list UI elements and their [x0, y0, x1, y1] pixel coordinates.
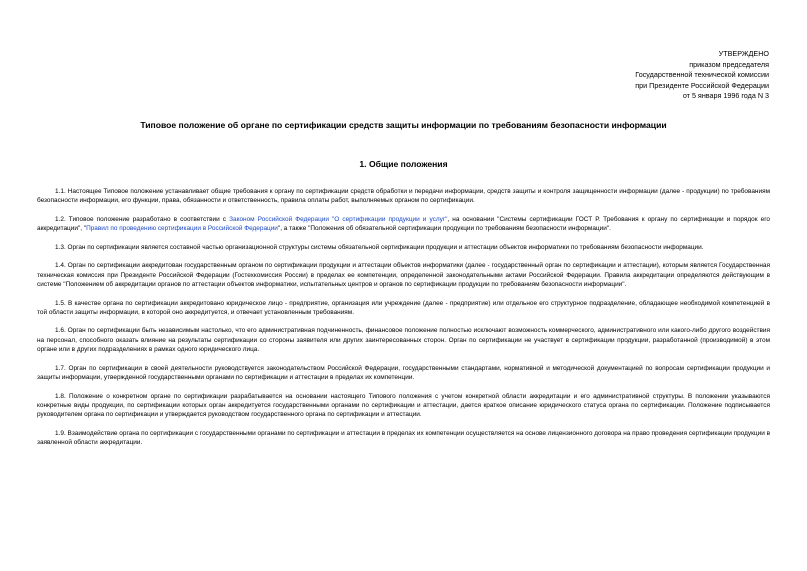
paragraph-1-1: 1.1. Настоящее Типовое положение устанавливает общие требования к органу по сертификации средств обработки и передачи информации, средств защиты и контроля защищенности информации (далее - продукции) по требованиям безопасности информации, его функции, права, обязанности и ответственность, правила оплаты работ, выполняемых органом по сертификации.	[37, 188, 770, 205]
section-heading: 1. Общие положения	[359, 159, 448, 169]
approval-heading: УТВЕРЖДЕНО	[718, 49, 769, 58]
paragraph-text: ", а также "Положения об обязательной сертификации продукции по требованиям безопасности информации".	[277, 225, 611, 233]
approval-line: приказом председателя	[689, 59, 769, 69]
paragraph-text: 1.2. Типовое положение разработано в соответствии с	[55, 215, 230, 223]
paragraph-1-4: 1.4. Орган по сертификации аккредитован государственным органом по сертификации продукции и аттестации объектов информатики (далее - государственный орган по сертификации и аттестации), которым является Государственная техническая комиссия при Президенте Российской Федерации (Гостехкомиссия России) в пределах ее компетенции, определенной законодательными актами Российской Федерации. Правила аккредитации определяются действующим в системе "Положением об аккредитации органов по аттестации объектов информатики, испытательных центров и органов по сертификации продукции по требованиям безопасности информации".	[37, 262, 770, 288]
paragraph-1-6: 1.6. Орган по сертификации быть независимым настолько, что его административная подчиненность, финансовое положение полностью исключают возможность коммерческого, административного или какого-либо другого воздействия на персонал, способного оказать влияние на результаты сертификации со стороны заявителя или других заинтересованных сторон. Орган по сертификации не участвует в сертификации продукции, разработанной (производимой) в этом органе или в других подразделениях в рамках одного юридического лица.	[37, 327, 770, 354]
certification-rules-link[interactable]: Правил по проведению сертификации в Российской Федерации	[86, 225, 278, 233]
paragraph-1-7: 1.7. Орган по сертификации в своей деятельности руководствуется законодательством Российской Федерации, государственными стандартами, нормативной и методической документацией по вопросам сертификации продукции и защиты информации, утвержденной государственными органами по сертификации и аттестации в пределах их компетенции.	[37, 364, 770, 381]
paragraph-1-8: 1.8. Положение о конкретном органе по сертификации разрабатывается на основании настоящего Типового положения с учетом конкретной области аккредитации и его административной структуры. В положении указываются конкретные виды продукции, по сертификации которых орган аккредитуется государственными органами по сертификации и аттестации, дается краткое описание юридического статуса органа по сертификации. Положение подписывается руководителем органа по сертификации и утверждается руководством государственного органа по сертификации и аттестации.	[37, 392, 770, 419]
document-body	[37, 187, 770, 457]
approval-block	[635, 49, 769, 102]
paragraph-1-2	[37, 215, 770, 234]
paragraph-text: , на основании "Системы сертификации ГОСТ Р. Требования к органу по сертификации и порядок его аккредитации", "	[37, 215, 771, 233]
paragraph-1-3: 1.3. Орган по сертификации является составной частью организационной структуры системы обязательной сертификации продукции и аттестации объектов информатики по требованиям безопасности информации.	[55, 243, 704, 251]
approval-line: Государственной технической комиссии	[635, 70, 769, 79]
approval-date-line: от 5 января 1996 года N 3	[682, 91, 769, 100]
paragraph-1-9: 1.9. Взаимодействие органа по сертификации с государственными органами по сертификации и аттестации в пределах их компетенции осуществляется на основе лицензионного договора на право проведения сертификации продукции в заявленной области аккредитации.	[37, 429, 770, 447]
law-certification-link[interactable]: Законом Российской Федерации "О сертификации продукции и услуг"	[229, 215, 448, 223]
paragraph-1-5: 1.5. В качестве органа по сертификации аккредитовано юридическое лицо - предприятие, организация или учреждение (далее - предприятие) или отдельное его структурное подразделение, обладающее необходимой компетенцией в той области защиты информации, в которой оно аккредитуется, и отвечает установленным требованиям.	[37, 299, 770, 316]
approval-line: при Президенте Российской Федерации	[635, 80, 769, 90]
document-title: Типовое положение об органе по сертификации средств защиты информации по требованиям безопасности информации	[140, 120, 667, 130]
